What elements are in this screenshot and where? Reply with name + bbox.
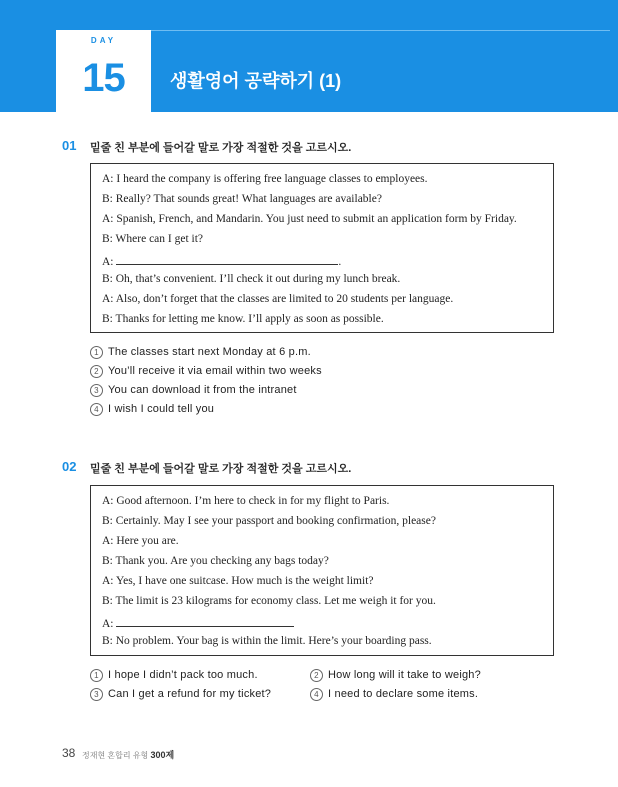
- option-number-circle: 2: [310, 669, 323, 682]
- dialog-box: [90, 163, 554, 333]
- dialog-line: A: Good afternoon. I’m here to check in for my flight to Paris.: [102, 495, 390, 507]
- question-prompt: 밑줄 친 부분에 들어갈 말로 가장 적절한 것을 고르시오.: [90, 463, 352, 475]
- option-number-circle: 2: [90, 365, 103, 378]
- dialog-line: B: No problem. Your bag is within the limit. Here’s your boarding pass.: [102, 635, 432, 647]
- day-number: 15: [82, 56, 125, 100]
- dialog-line: A: I heard the company is offering free language classes to employees.: [102, 173, 428, 185]
- dialog-line: A: Also, don’t forget that the classes are limited to 20 students per language.: [102, 293, 454, 305]
- option-number-circle: 1: [90, 669, 103, 682]
- answer-option[interactable]: 3 Can I get a refund for my ticket?: [90, 688, 271, 701]
- question-prompt: 밑줄 친 부분에 들어갈 말로 가장 적절한 것을 고르시오.: [90, 142, 352, 154]
- dialog-line-blank: A: .: [102, 253, 341, 268]
- dialog-line: B: Where can I get it?: [102, 233, 204, 245]
- option-number-circle: 4: [90, 403, 103, 416]
- answer-option[interactable]: 2 How long will it take to weigh?: [310, 669, 481, 682]
- question-number: 02: [62, 459, 77, 474]
- option-number-circle: 4: [310, 688, 323, 701]
- dialog-line: B: The limit is 23 kilograms for economy class. Let me weigh it for you.: [102, 595, 436, 607]
- page-number: 38: [62, 746, 76, 760]
- answer-option[interactable]: 2 You’ll receive it via email within two weeks: [90, 365, 322, 378]
- answer-blank: [116, 615, 294, 627]
- dialog-line: A: Spanish, French, and Mandarin. You just need to submit an application form by Friday.: [102, 213, 517, 225]
- dialog-line: B: Oh, that’s convenient. I’ll check it out during my lunch break.: [102, 273, 401, 285]
- dialog-line: B: Certainly. May I see your passport and booking confirmation, please?: [102, 515, 436, 527]
- option-number-circle: 3: [90, 688, 103, 701]
- day-label: DAY: [90, 36, 117, 45]
- dialog-line: B: Really? That sounds great! What languages are available?: [102, 193, 382, 205]
- day-header-band: [0, 0, 618, 112]
- dialog-line: B: Thanks for letting me know. I’ll apply as soon as possible.: [102, 313, 384, 325]
- option-number-circle: 1: [90, 346, 103, 359]
- dialog-line: A: Yes, I have one suitcase. How much is the weight limit?: [102, 575, 374, 587]
- answer-option[interactable]: 1 I hope I didn’t pack too much.: [90, 669, 258, 682]
- book-title: 정재현 혼합리 유형 300제: [82, 750, 175, 760]
- chapter-title: 생활영어 공략하기 (1): [170, 71, 342, 91]
- day-badge: [56, 30, 151, 112]
- question-number: 01: [62, 138, 77, 153]
- dialog-line: B: Thank you. Are you checking any bags today?: [102, 555, 329, 567]
- answer-blank: [116, 253, 338, 265]
- answer-option[interactable]: 1 The classes start next Monday at 6 p.m.: [90, 346, 311, 359]
- answer-option[interactable]: 4 I need to declare some items.: [310, 688, 478, 701]
- option-number-circle: 3: [90, 384, 103, 397]
- dialog-line: A: Here you are.: [102, 535, 179, 547]
- answer-option[interactable]: 3 You can download it from the intranet: [90, 384, 297, 397]
- dialog-line-blank: A:: [102, 615, 294, 630]
- dialog-box: [90, 485, 554, 656]
- answer-option[interactable]: 4 I wish I could tell you: [90, 403, 214, 416]
